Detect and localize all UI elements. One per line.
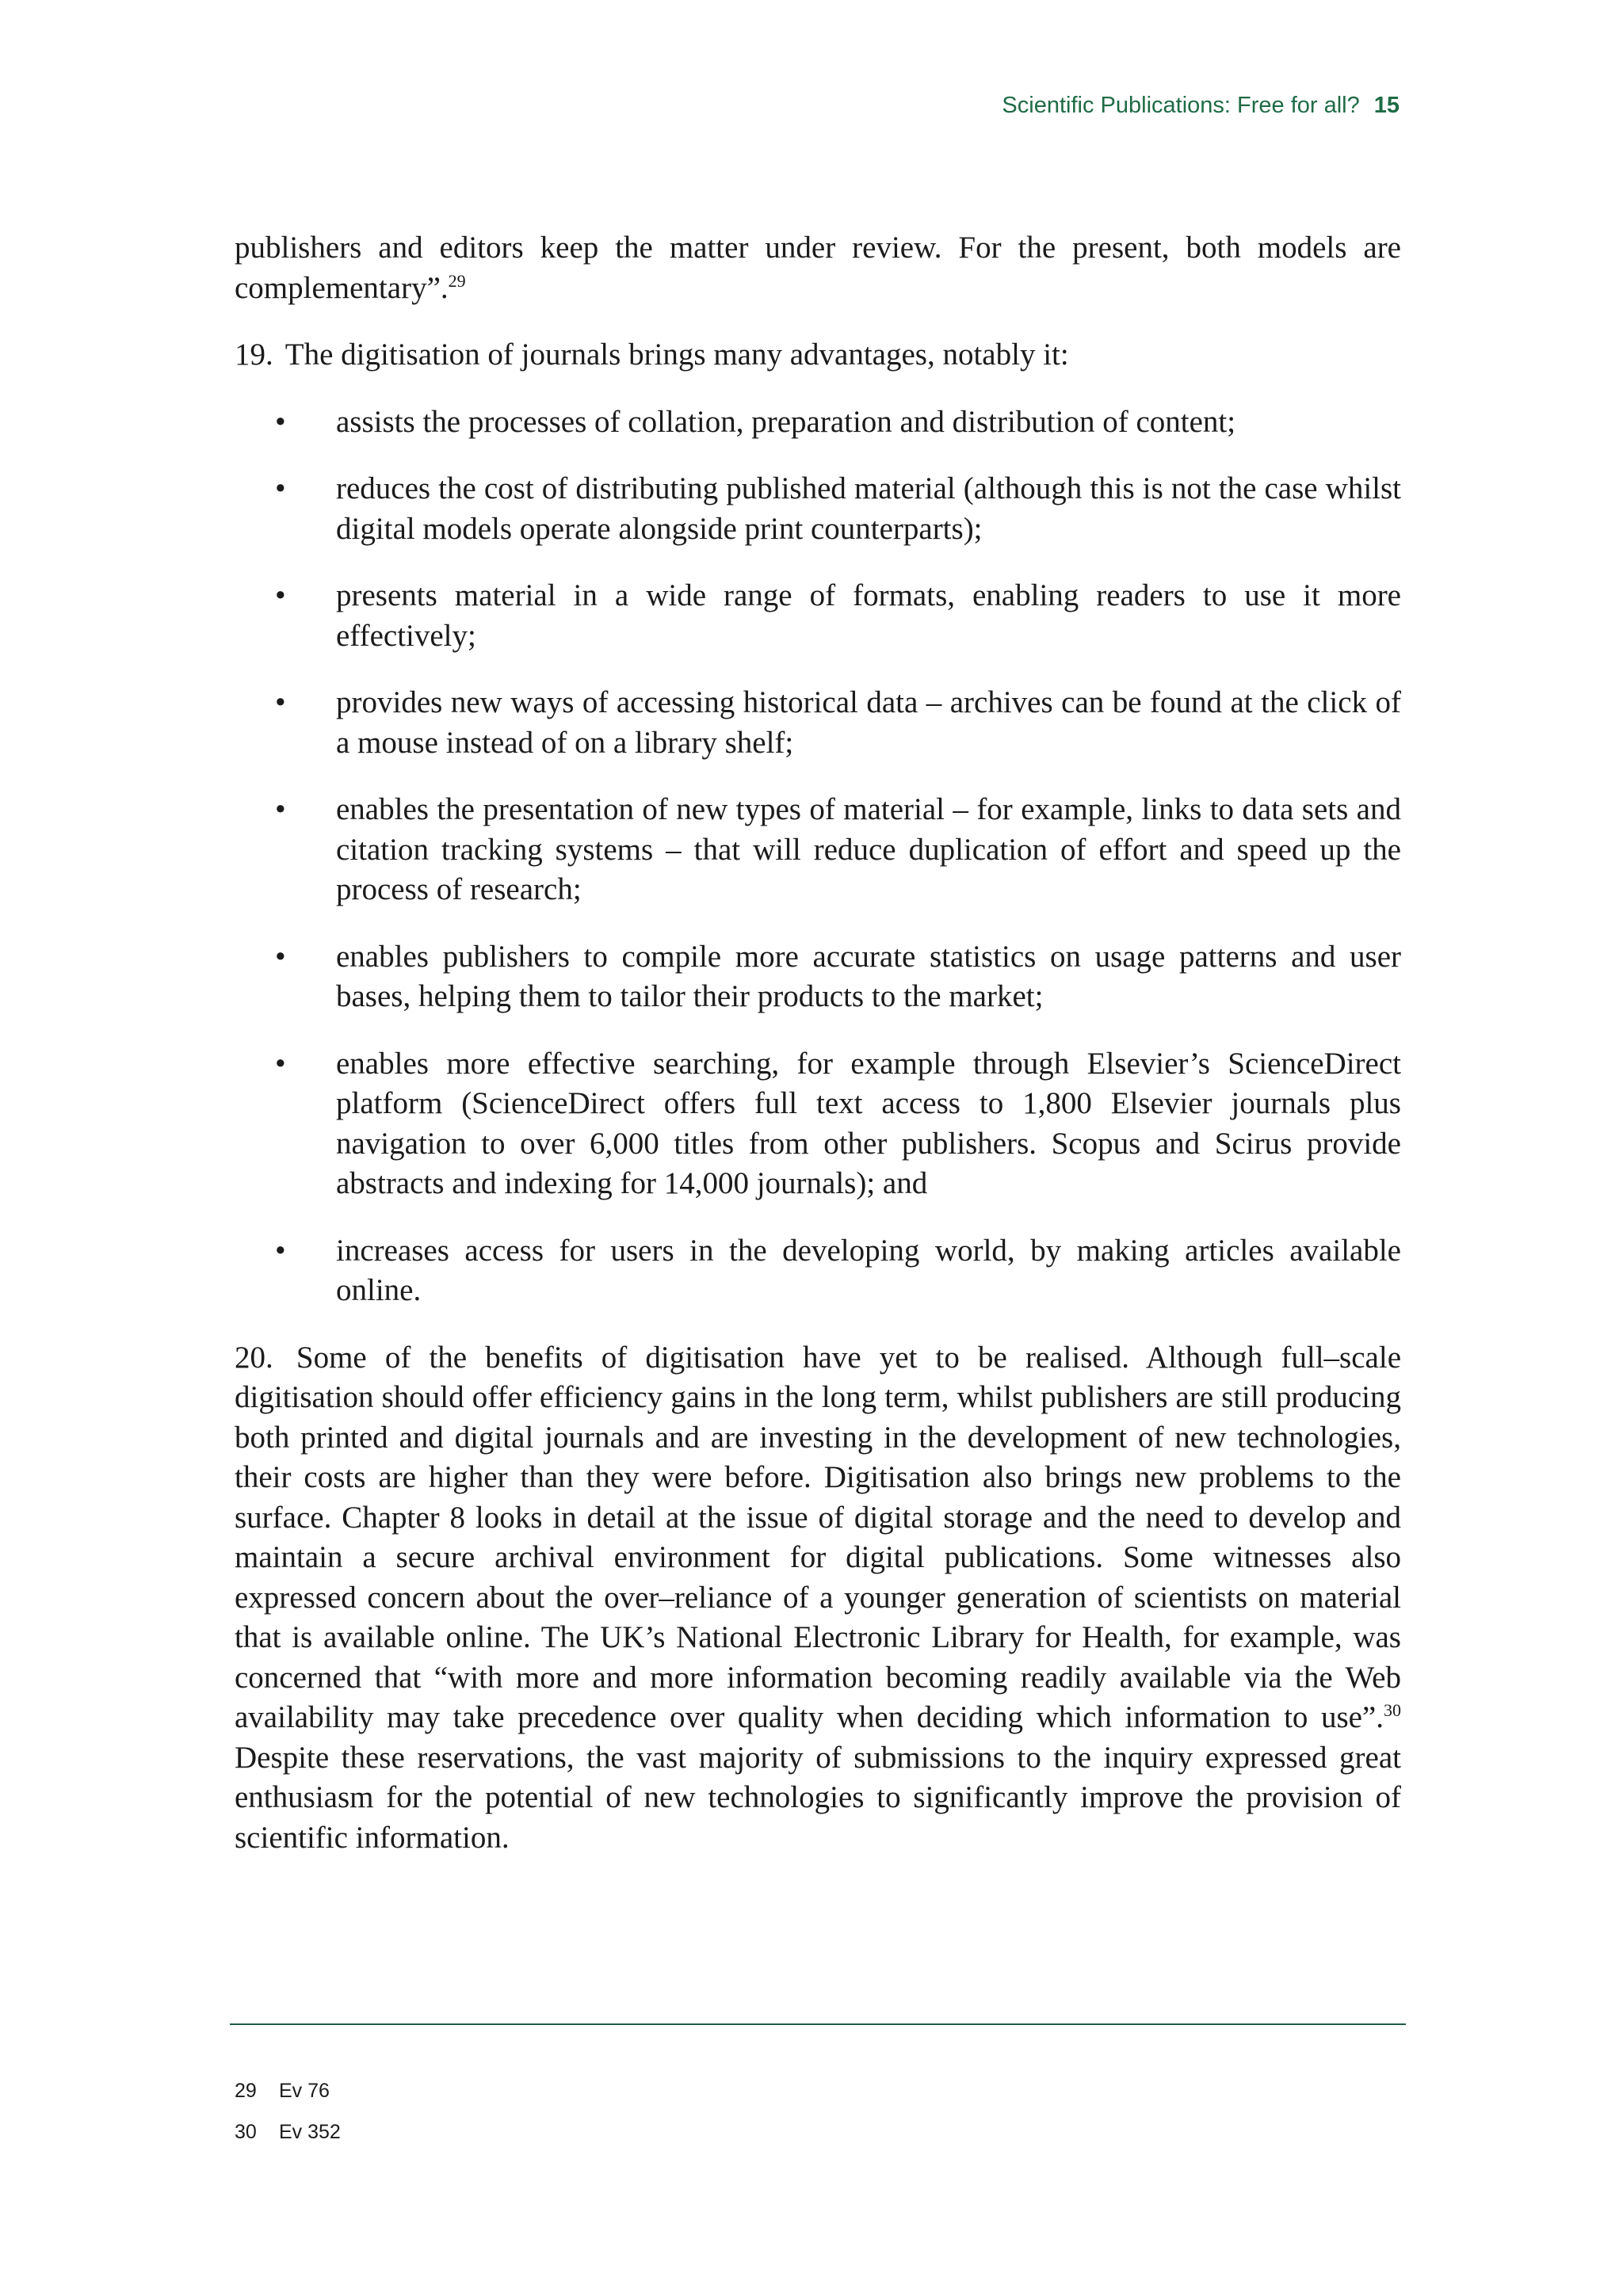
paragraph-number: 20. bbox=[235, 1340, 273, 1375]
list-item-text: assists the processes of collation, preparation and distribution of content; bbox=[336, 404, 1236, 439]
running-header bbox=[1002, 93, 1400, 119]
bullet-icon: • bbox=[275, 471, 286, 505]
bullet-icon: • bbox=[275, 685, 286, 719]
list-item bbox=[275, 469, 1401, 549]
list-item bbox=[275, 402, 1401, 443]
footnote-text: Ev 76 bbox=[279, 2080, 330, 2102]
list-item bbox=[275, 576, 1401, 656]
list-item-text: enables publishers to compile more accurate statistics on usage patterns and user bases, helping them to tailor their products to the market; bbox=[336, 939, 1401, 1013]
bullet-icon: • bbox=[275, 792, 286, 826]
footnote-ref-30: 30 bbox=[1384, 1700, 1401, 1720]
footnote-29 bbox=[235, 2070, 341, 2111]
header-title: Scientific Publications: Free for all? bbox=[1002, 93, 1360, 118]
list-item-text: enables more effective searching, for example through Elsevier’s ScienceDirect platform (ScienceDirect offers full text access to 1,800 Elsevier journals plus navigation to over 6,000 titles from other publishers. Scopus and Scirus provide abstracts and indexing for 14,000 journals); and bbox=[336, 1046, 1401, 1200]
footnote-ref-29: 29 bbox=[448, 270, 466, 291]
paragraph-20-text-a: Some of the benefits of digitisation have yet to be realised. Although full–scale digitisation should offer efficiency gains in the long term, whilst publishers are still producing both printed and digital journals and are investing in the development of new technologies, their costs are higher than they were before. Digitisation also brings new problems to the surface. Chapter 8 looks in detail at the issue of digital storage and the need to develop and maintain a secure archival environment for digital publications. Some witnesses also expressed concern about the over–reliance of a younger generation of scientists on material that is available online. The UK’s National Electronic Library for Health, for example, was concerned that “with more and more information becoming readily available via the Web availability may take precedence over quality when deciding which information to use”. bbox=[235, 1340, 1401, 1734]
paragraph-20-text-b: Despite these reservations, the vast majority of submissions to the inquiry expressed great enthusiasm for the potential of new technologies to significantly improve the provision of scientific information. bbox=[235, 1740, 1401, 1855]
list-item bbox=[275, 790, 1401, 910]
list-item-text: increases access for users in the developing world, by making articles available online. bbox=[336, 1233, 1401, 1307]
footnote-text: Ev 352 bbox=[279, 2121, 341, 2143]
paragraph-19 bbox=[235, 335, 1401, 376]
bullet-icon: • bbox=[275, 404, 286, 439]
list-item-text: presents material in a wide range of formats, enabling readers to use it more effectively; bbox=[336, 578, 1401, 653]
bullet-icon: • bbox=[275, 1046, 286, 1081]
paragraph-20 bbox=[235, 1338, 1401, 1859]
list-item bbox=[275, 1044, 1401, 1204]
continuation-text: publishers and editors keep the matter under review. For the present, both models are complementary”. bbox=[235, 231, 1401, 305]
list-item bbox=[275, 1231, 1401, 1311]
continuation-paragraph bbox=[235, 228, 1401, 308]
footnote-divider bbox=[230, 2023, 1406, 2025]
footnote-number: 30 bbox=[235, 2121, 257, 2143]
list-item-text: reduces the cost of distributing published material (although this is not the case whilst digital models operate alongside print counterparts); bbox=[336, 471, 1401, 546]
list-item bbox=[275, 937, 1401, 1017]
list-item-text: provides new ways of accessing historical data – archives can be found at the click of a mouse instead of on a library shelf; bbox=[336, 685, 1401, 760]
list-item-text: enables the presentation of new types of material – for example, links to data sets and citation tracking systems – that will reduce duplication of effort and speed up the process of research; bbox=[336, 792, 1401, 906]
paragraph-number: 19. bbox=[235, 338, 273, 372]
footnote-number: 29 bbox=[235, 2080, 257, 2102]
page-number: 15 bbox=[1373, 93, 1400, 118]
page-body bbox=[235, 228, 1401, 1858]
bullet-icon: • bbox=[275, 1233, 286, 1268]
bullet-icon: • bbox=[275, 578, 286, 612]
list-item bbox=[275, 683, 1401, 763]
footnote-30 bbox=[235, 2111, 341, 2153]
advantages-list bbox=[235, 402, 1401, 1311]
paragraph-19-intro: The digitisation of journals brings many advantages, notably it: bbox=[285, 338, 1069, 372]
bullet-icon: • bbox=[275, 939, 286, 974]
footnotes bbox=[235, 2070, 341, 2153]
